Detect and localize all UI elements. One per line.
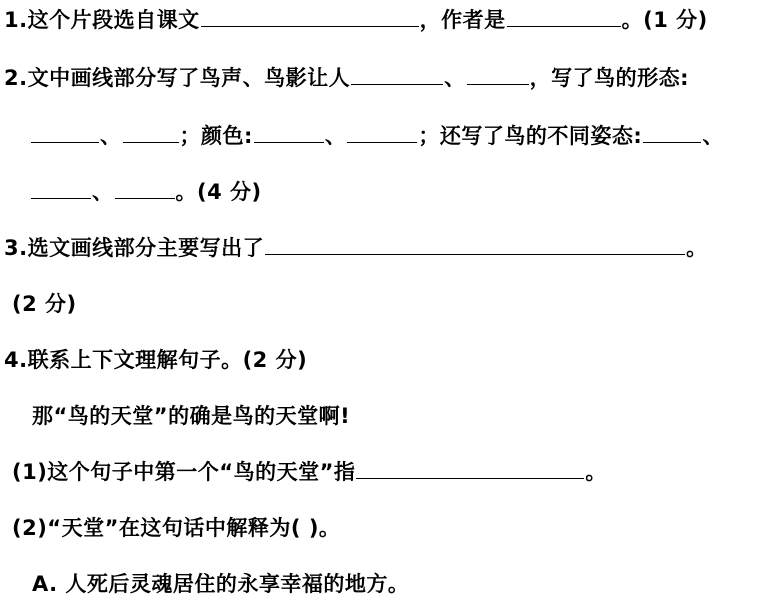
q2-line2-sep3: 、 <box>702 124 724 148</box>
q3-blank[interactable] <box>265 234 685 255</box>
q2-line2-color: ；颜色: <box>179 124 253 148</box>
q2-line1-suffix: ，写了鸟的形态: <box>529 66 689 90</box>
q3-score: (2 分) <box>12 292 77 316</box>
q2-blank-posture-1[interactable] <box>643 122 701 143</box>
q2-line3-suffix: 。(4 分) <box>175 180 262 204</box>
q2-blank-color-2[interactable] <box>347 122 417 143</box>
q1-blank-author[interactable] <box>507 6 621 27</box>
q2-blank-posture-3[interactable] <box>115 178 175 199</box>
q1-prefix: 1.这个片段选自课文 <box>4 8 200 32</box>
q4-sub1-blank[interactable] <box>356 458 584 479</box>
q2-line1-prefix: 2.文中画线部分写了鸟声、鸟影让人 <box>4 66 351 90</box>
q2-blank-2[interactable] <box>467 64 529 85</box>
q2-line2-posture: ；还写了鸟的不同姿态: <box>418 124 643 148</box>
question-4-sub-1 <box>12 458 607 486</box>
q2-blank-shape-1[interactable] <box>31 122 99 143</box>
question-4-quote <box>32 402 350 430</box>
q3-suffix: 。 <box>686 236 708 260</box>
question-3 <box>4 234 708 262</box>
question-2-line-2 <box>30 122 724 150</box>
q4-sub1-suffix: 。 <box>585 460 607 484</box>
q4-sub2: (2)“天堂”在这句话中解释为( )。 <box>12 516 341 540</box>
q2-blank-color-1[interactable] <box>254 122 324 143</box>
q4-sub1-prefix: (1)这个句子中第一个“鸟的天堂”指 <box>12 460 356 484</box>
q4-quote: 那“鸟的天堂”的确是鸟的天堂啊! <box>32 404 351 428</box>
q3-prefix: 3.选文画线部分主要写出了 <box>4 236 265 260</box>
q1-blank-lesson[interactable] <box>201 6 419 27</box>
q2-blank-shape-2[interactable] <box>123 122 179 143</box>
q2-line3-sep: 、 <box>92 180 114 204</box>
q2-line2-sep2: 、 <box>324 124 347 148</box>
q4-title: 4.联系上下文理解句子。(2 分) <box>4 348 308 372</box>
q1-suffix: 。(1 分) <box>621 8 708 32</box>
question-2-line-3 <box>30 178 262 206</box>
question-4-title <box>4 346 307 374</box>
q2-line2-sep1: 、 <box>100 124 122 148</box>
question-3-score <box>12 290 77 318</box>
q2-blank-1[interactable] <box>351 64 443 85</box>
q1-mid: ，作者是 <box>419 8 506 32</box>
question-4-sub-2 <box>12 514 340 542</box>
q4-option-a: A. 人死后灵魂居住的永享幸福的地方。 <box>32 572 410 596</box>
question-2-line-1 <box>4 64 689 92</box>
q2-line1-sep: 、 <box>444 66 466 90</box>
question-1 <box>4 6 708 34</box>
question-4-option-a <box>32 570 409 598</box>
q2-blank-posture-2[interactable] <box>31 178 91 199</box>
